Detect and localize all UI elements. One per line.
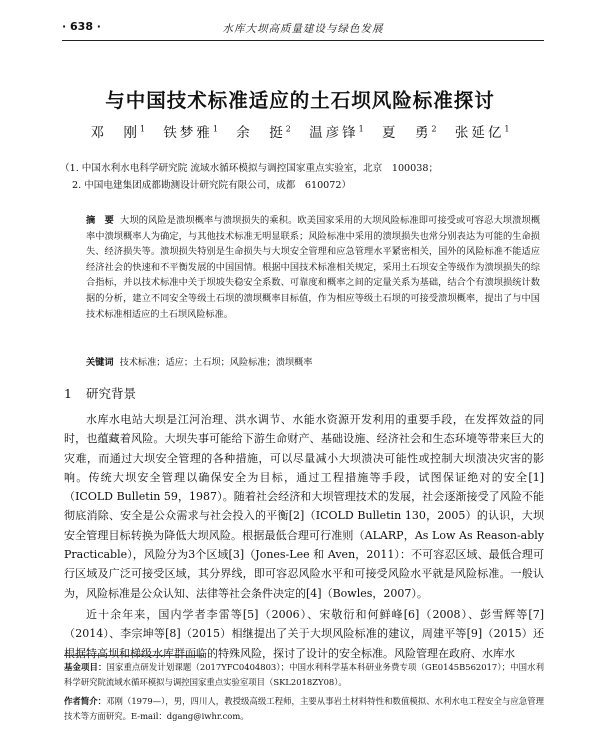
affiliations — [60, 160, 560, 194]
affiliation-line: 2. 中国电建集团成都勘测设计研究院有限公司，成都 610072） — [72, 180, 352, 191]
journal-name: 水库大坝高质量建设与绿色发展 — [222, 23, 384, 35]
author: 张延亿$^1$ — [454, 124, 510, 141]
footnote-fund: 基金项目：国家重点研发计划课题（2017YFC0404803）；中国水利科学基本科研业务费专项（GE0145B562017）；中国水利科学研究院流域水循环模拟与调控国家重点实验室项目（SKL2018ZY08）。 — [64, 662, 545, 687]
paper-title: 与中国技术标准适应的土石坝风险标准探讨 — [105, 89, 495, 112]
footnote-rule — [64, 655, 204, 656]
author: 余 挺$^2$ — [236, 124, 291, 141]
running-header — [62, 18, 544, 41]
abstract — [86, 213, 540, 322]
section-number: 1 — [64, 386, 72, 401]
footnotes — [64, 660, 544, 724]
section-heading — [64, 384, 136, 402]
abstract-text: 大坝的风险是溃坝概率与溃坝损失的乘积。欧美国家采用的大坝风险标准即可接受或可容忍大坝溃坝概率中溃坝概率人为确定，与其他技术标准无明显联系；风险标准中采用的溃坝损失也常分别表达为可能的生命损失、经济损失等。溃坝损失特别是生命损失与大坝安全管理和应急管理水平紧密相关，国外的风险标准不能适应经济社会的快速和不平衡发展的中国国情。根据中国技术标准相关规定，采用土石坝安全等级作为溃坝损失的综合指标，并以技术标准中关于坝坡失稳安全系数、可靠度和概率之间的定量关系为基础，结合个有溃坝损统计数据的分析，建立不同安全等级土石坝的溃坝概率目标值，作为相应等级土石坝的可接受溃坝概率，提出了与中国技术标准相适应的土石坝风险标准。 — [86, 215, 541, 320]
author: 夏 勇$^2$ — [382, 124, 437, 141]
keywords-label: 关键词 — [86, 357, 114, 368]
keywords-text: 技术标准；适应；土石坝；风险标准；溃坝概率 — [119, 357, 313, 368]
affiliation-line: （1. 中国水利水电科学研究院 流域水循环模拟与调控国家重点实验室，北京 100038； — [60, 163, 439, 174]
author-list — [40, 121, 560, 141]
author: 邓 刚$^1$ — [90, 124, 146, 141]
author: 铁梦雅$^1$ — [163, 124, 218, 141]
keywords — [86, 354, 540, 368]
section-title: 研究背景 — [85, 386, 136, 401]
footnote-author: 作者简介：邓刚（1979—），男，四川人，教授级高级工程师，主要从事岩土材料特性和数值模拟、水利水电工程安全与应急管理技术等方面研究。E-mail：dgang@iwhr.com。 — [64, 696, 545, 721]
abstract-label: 摘 要 — [86, 215, 115, 226]
body-text — [64, 410, 544, 663]
page-number: · 638 · — [62, 20, 101, 33]
body-paragraph: 近十余年来，国内学者李雷等[5]（2006）、宋敬衍和何鲜峰[6]（2008）、彭雪辉等[7]（2014）、李宗坤等[8]（2015）相继提出了关于大坝风险标准的建议，周建平等[9]（2015）还根据特高坝和梯级水库群面临的特殊风险，探讨了设计的安全标准。风险管理在政府、水库水 — [64, 607, 544, 660]
author: 温彦锋$^1$ — [309, 124, 364, 141]
body-paragraph: 水库水电站大坝是江河治理、洪水调节、水能水资源开发利用的重要手段，在发挥效益的同时，也蕴藏着风险。大坝失事可能给下游生命财产、基础设施、经济社会和生态环境等带来巨大的灾难，而通过大坝安全管理的各种措施，可以尽量减小大坝溃决可能性或控制大坝溃决灾害的影响。传统大坝安全管理以确保安全为目标，通过工程措施等手段，试图保证绝对的安全[1]（ICOLD Bulletin 59，1987）。随着社会经济和大坝管理技术的发展，社会逐渐接受了风险不能彻底消除、安全是公众需求与社会投入的平衡[2]（ICOLD Bulletin 130，2005）的认识，大坝安全管理目标转换为降低大坝风险。根据最低合理可行准则（ALARP，As Low As Reason-ably Practicable），风险分为3个区域[3]（Jones-Lee 和 Aven，2011）：不可容忍区域、最低合理可行区域及广泛可接受区域，其分界线，即可容忍风险水平和可接受风险水平就是风险标准。一般认为，风险标准是公众认知、法律等社会条件决定的[4]（Bowles，2007）。 — [64, 413, 544, 600]
